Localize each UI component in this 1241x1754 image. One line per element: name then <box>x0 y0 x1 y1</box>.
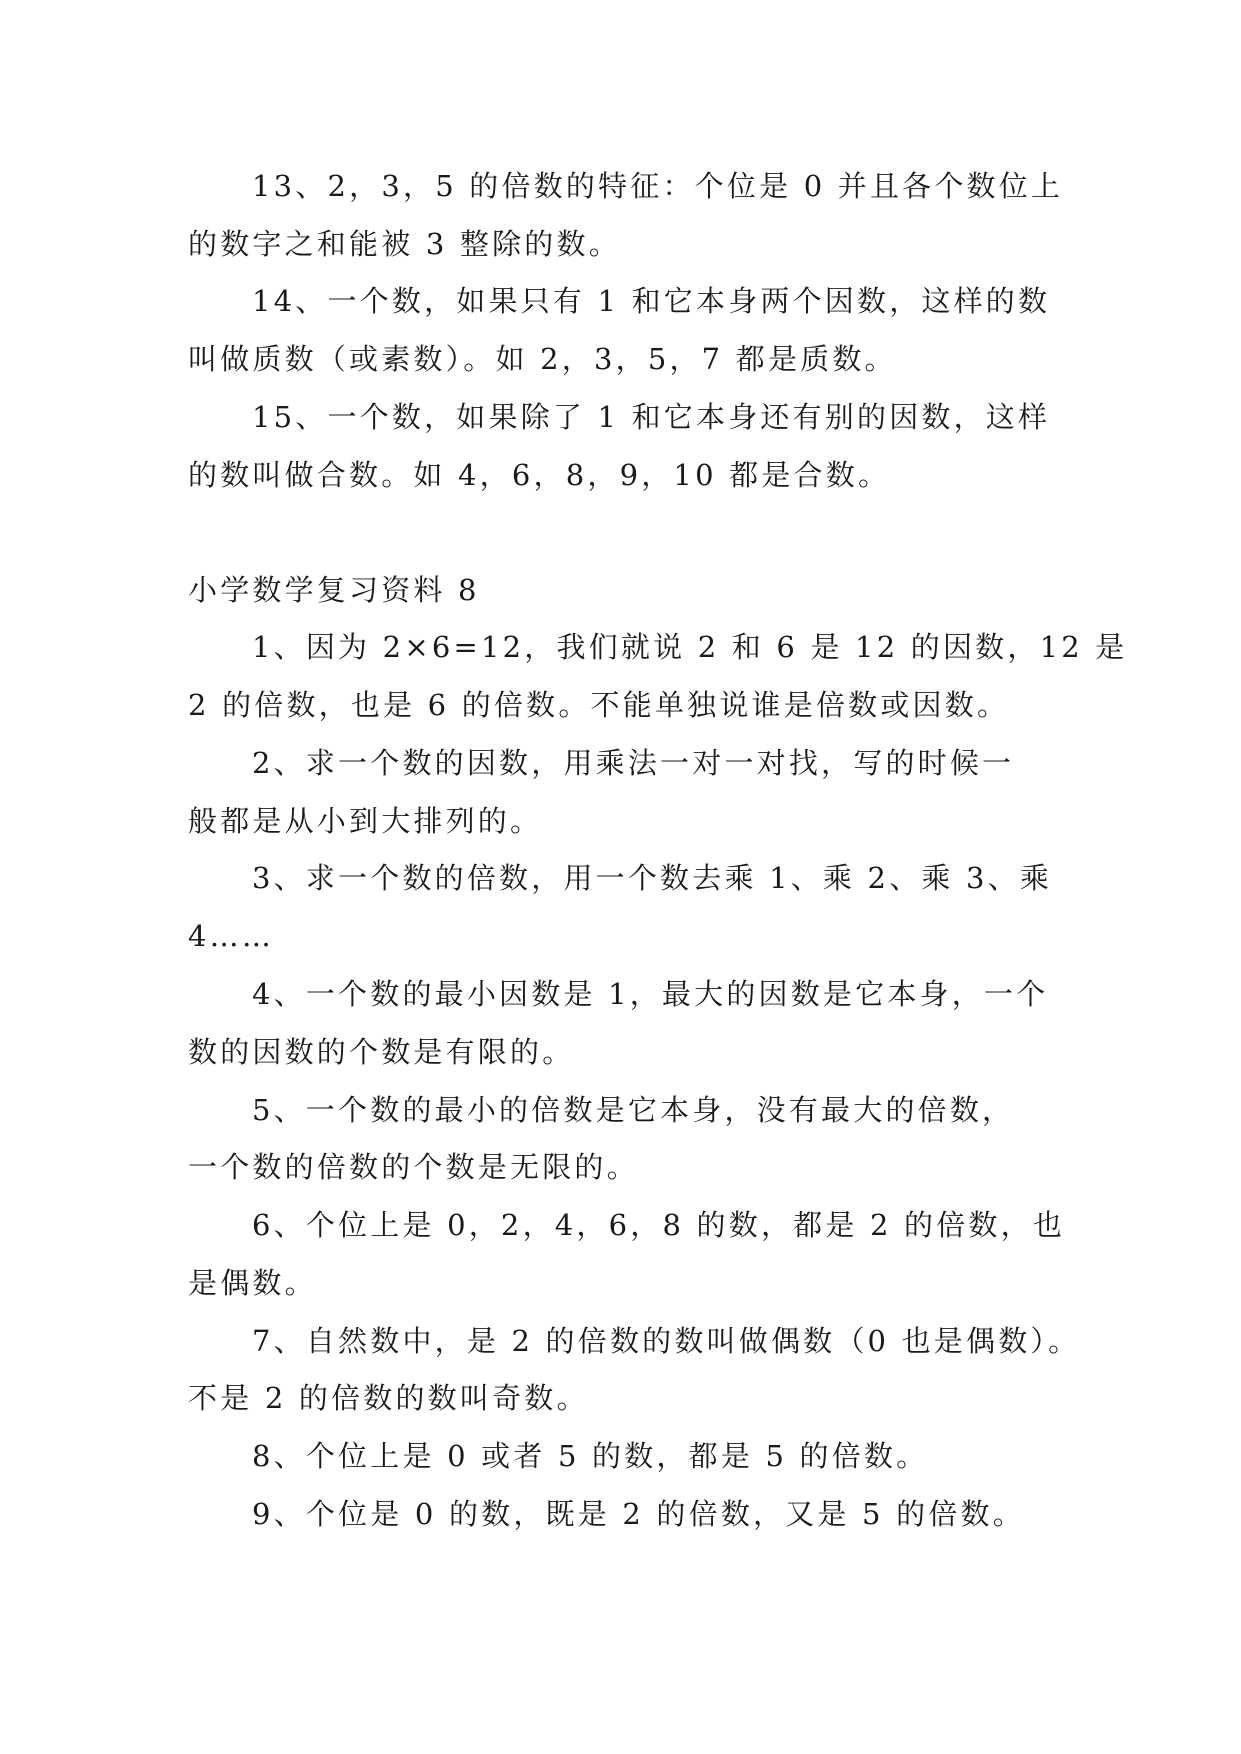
item-8-line-1: 8、个位上是 0 或者 5 的数，都是 5 的倍数。 <box>252 1439 929 1473</box>
rule-13-line-2: 的数字之和能被 3 整除的数。 <box>188 227 621 261</box>
item-3-line-2: 4…… <box>188 919 275 953</box>
rule-14-line-1: 14、一个数，如果只有 1 和它本身两个因数，这样的数 <box>252 284 1051 318</box>
item-5-line-2: 一个数的倍数的个数是无限的。 <box>188 1150 639 1184</box>
rule-15-line-2: 的数叫做合数。如 4，6，8，9，10 都是合数。 <box>188 458 891 492</box>
rule-14-line-2: 叫做质数（或素数）。如 2，3，5，7 都是质数。 <box>188 342 897 376</box>
item-9-line-1: 9、个位是 0 的数，既是 2 的倍数，又是 5 的倍数。 <box>252 1497 1025 1531</box>
item-2-line-1: 2、求一个数的因数，用乘法一对一对找，写的时候一 <box>252 746 1015 780</box>
item-6-line-1: 6、个位上是 0，2，4，6，8 的数，都是 2 的倍数，也 <box>252 1208 1066 1242</box>
item-7-line-1: 7、自然数中，是 2 的倍数的数叫做偶数（0 也是偶数）。 <box>252 1324 1081 1358</box>
item-1-line-1: 1、因为 2×6=12，我们就说 2 和 6 是 12 的因数，12 是 <box>252 630 1128 664</box>
section-heading: 小学数学复习资料 8 <box>188 573 480 607</box>
item-4-line-2: 数的因数的个数是有限的。 <box>188 1035 575 1069</box>
rule-15-line-1: 15、一个数，如果除了 1 和它本身还有别的因数，这样 <box>252 400 1051 434</box>
item-4-line-1: 4、一个数的最小因数是 1，最大的因数是它本身，一个 <box>252 977 1049 1011</box>
rule-13-line-1: 13、2，3，5 的倍数的特征：个位是 0 并且各个数位上 <box>252 169 1064 203</box>
item-7-line-2: 不是 2 的倍数的数叫奇数。 <box>188 1381 589 1415</box>
item-3-line-1: 3、求一个数的倍数，用一个数去乘 1、乘 2、乘 3、乘 <box>252 861 1053 895</box>
item-5-line-1: 5、一个数的最小的倍数是它本身，没有最大的倍数， <box>252 1093 1015 1127</box>
item-1-line-2: 2 的倍数，也是 6 的倍数。不能单独说谁是倍数或因数。 <box>188 688 1010 722</box>
item-2-line-2: 般都是从小到大排列的。 <box>188 804 543 838</box>
item-6-line-2: 是偶数。 <box>188 1266 317 1300</box>
